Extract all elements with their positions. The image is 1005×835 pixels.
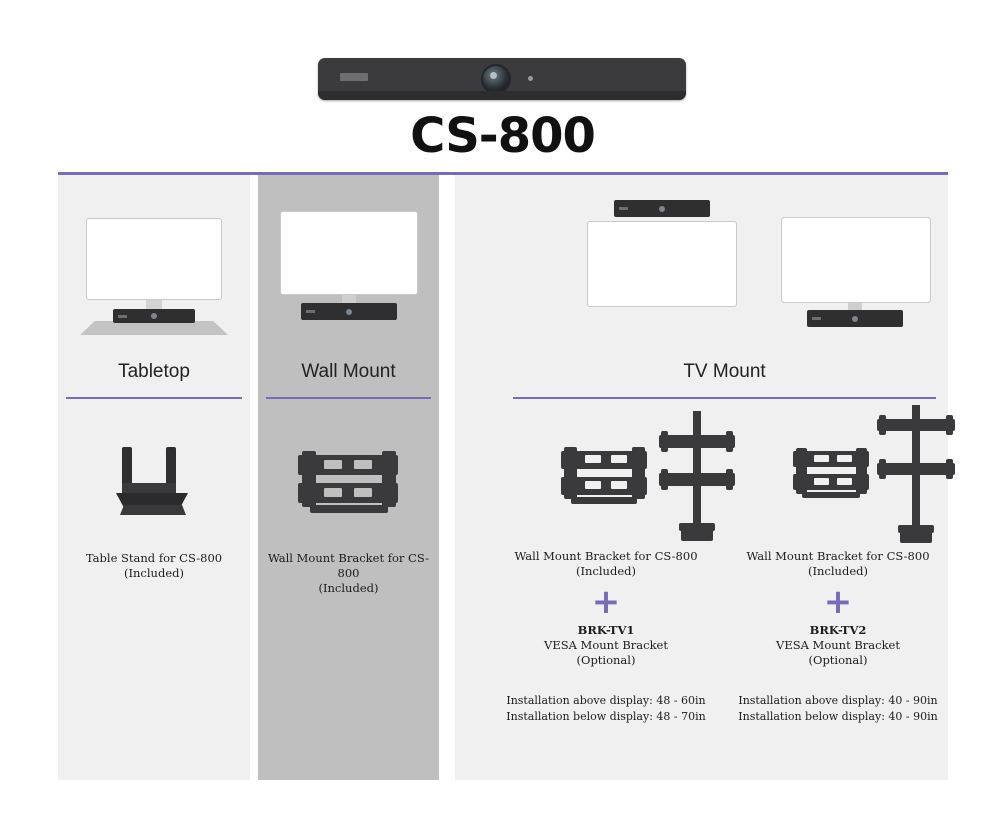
vesa-mount-bracket-icon [659,411,739,543]
wall-mount-bracket-icon [298,447,402,525]
column-underline [266,397,431,399]
addon-availability: (Optional) [576,653,636,667]
accessory-caption-wall-mount [258,551,439,596]
addon-availability: (Optional) [808,653,868,667]
plus-icon: + [823,582,853,622]
camera-lens-icon [481,64,511,94]
addon-sku: BRK-TV1 [577,623,635,637]
install-above-display: Installation above display: 40 - 90in [738,694,938,707]
brand-logo [619,207,628,210]
display-monitor [86,218,222,300]
display-monitor [587,221,737,307]
tabletop-illustration [58,175,250,365]
accessory-caption-tabletop [64,551,244,581]
column-underline [66,397,242,399]
addon-caption-brk-tv1 [491,623,721,668]
wall-mount-illustration [258,175,439,365]
column-tv-mount [455,175,948,780]
table-stand-icon [110,447,198,527]
accessory-availability: (Included) [124,566,184,580]
addon-name: VESA Mount Bracket [544,638,668,652]
install-below-display: Installation below display: 40 - 90in [738,710,938,723]
column-title-tv-mount: TV Mount [683,361,766,382]
addon-name: VESA Mount Bracket [776,638,900,652]
brand-logo [118,315,127,318]
soundbar-below-display [807,310,903,327]
tv-mount-illustration [455,175,948,365]
display-monitor [781,217,931,303]
mounting-options-panel [58,172,948,780]
brand-logo [812,317,821,320]
monitor-stand-neck [342,295,356,303]
accessory-availability: (Included) [808,564,868,578]
column-wall-mount [258,175,439,780]
wall-mount-bracket-icon [793,443,873,513]
monitor-stand-neck [848,303,862,310]
column-tabletop [58,175,250,780]
accessory-name: Wall Mount Bracket for CS-800 [514,549,698,563]
wall-mount-bracket-icon [561,443,649,521]
column-title-tabletop: Tabletop [118,361,190,382]
column-title-wall-mount: Wall Mount [301,361,396,382]
accessory-name: Wall Mount Bracket for CS-800 [746,549,930,563]
soundbar-on-table [113,309,195,323]
status-led-icon [528,76,533,81]
vesa-mount-bracket-icon [877,405,957,541]
install-range-brk-tv1 [485,693,727,725]
brand-logo [306,310,315,313]
soundbar-device [318,58,686,100]
accessory-caption-brk-tv1 [491,549,721,579]
addon-caption-brk-tv2 [723,623,953,668]
product-header [0,0,1005,170]
install-below-display: Installation below display: 48 - 70in [506,710,706,723]
page-title: CS-800 [410,108,595,164]
soundbar-above-display [614,200,710,217]
accessory-caption-brk-tv2 [723,549,953,579]
accessory-availability: (Included) [576,564,636,578]
install-range-brk-tv2 [717,693,959,725]
display-monitor [280,211,418,295]
soundbar-wall-mounted [301,303,397,320]
brand-logo [340,73,368,81]
table-surface [80,321,228,335]
install-above-display: Installation above display: 48 - 60in [506,694,706,707]
accessory-name: Table Stand for CS-800 [85,551,223,565]
accessory-availability: (Included) [318,581,379,595]
plus-icon: + [591,582,621,622]
column-underline [513,397,936,399]
addon-sku: BRK-TV2 [809,623,867,637]
accessory-name: Wall Mount Bracket for CS-800 [267,551,430,580]
